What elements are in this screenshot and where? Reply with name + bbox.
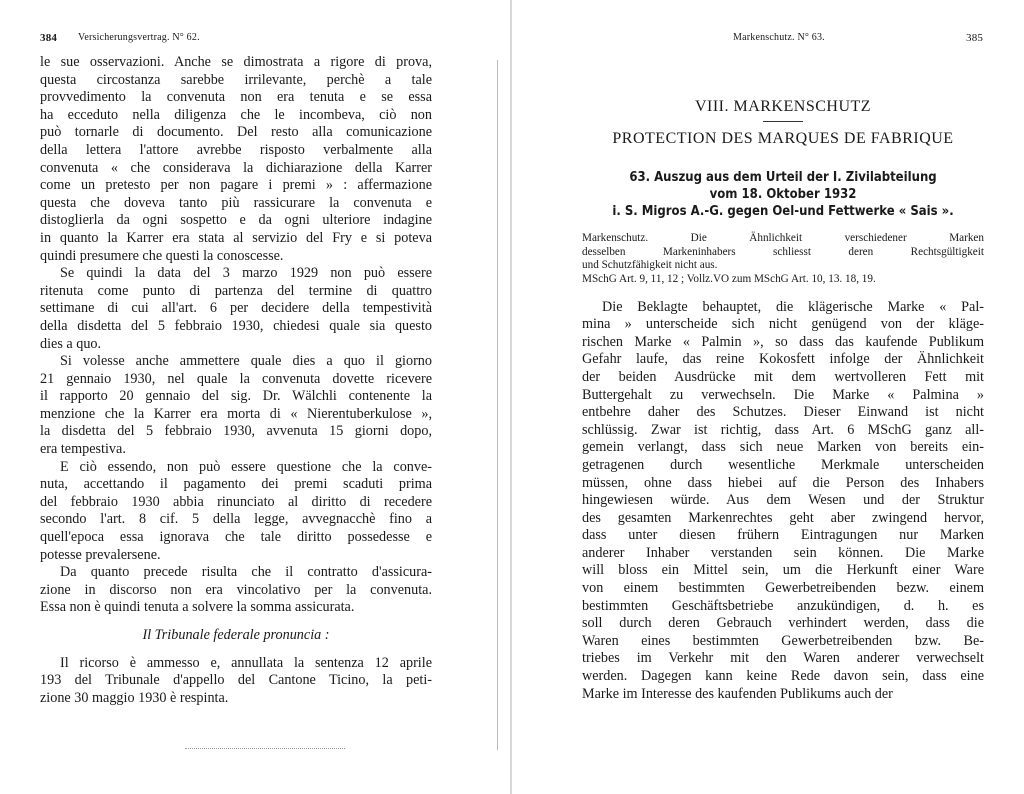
text-line: triebes im Verkehr mit den Waren anderer verwechselt	[582, 650, 984, 667]
text-line: müssen, ohne dass hiebei auf die Person des Inhabers	[582, 474, 984, 491]
text-line: soll durch deren Gebrauch verhindert werden, dass die	[582, 615, 984, 632]
paragraph-4	[40, 459, 432, 565]
text-line: potesse prevalersene.	[40, 546, 161, 563]
text-line: ritenuta come punto di partenza del termine di quattro	[40, 282, 432, 299]
text-line: zione in discorso non era vincolativo per la convenuta.	[40, 581, 432, 598]
text-line: 193 del Tribunale d'appello del Cantone Ticino, la peti-	[40, 672, 432, 689]
text-line: nuta, accettando il pagamento dei premi scaduti prima	[40, 476, 432, 493]
text-line: entbehre daher des Schutzes. Dieser Einwand ist nicht	[582, 404, 984, 421]
text-line: dies a quo.	[40, 335, 102, 352]
text-line: und Schutzfähigkeit nicht aus.	[582, 259, 718, 272]
text-line: Gefahr laufe, das reine Kokosfett infolge der Ähnlichkeit	[582, 351, 984, 368]
text-line: der beiden Ausdrücke mit dem wertvolleren Fett mit	[582, 368, 984, 385]
text-line: può tornarle di documento. Del resto alla comunicazione	[40, 124, 432, 141]
right-main-paragraph	[582, 299, 984, 704]
text-line: distoglierla da ogni sospetto e da ogni ulteriore indagine	[40, 212, 432, 229]
paragraph-6	[40, 655, 432, 708]
text-line: il rapporto 20 gennaio del sig. Dr. Wälchli contenente la	[40, 388, 432, 405]
paragraph-2	[40, 265, 432, 353]
case-heading-line1: 63. Auszug aus dem Urteil der I. Zivilabteilung	[629, 170, 937, 186]
text-line: come un pretesto per non pagare i premi » : affermazione	[40, 177, 432, 194]
title-divider	[763, 121, 803, 122]
text-line: werden. Dagegen kann keine Rede davon sein, dass eine	[582, 668, 984, 685]
text-line: quindi presumere che questi la conoscesse.	[40, 247, 284, 264]
text-line: secondo l'art. 8 cif. 5 della legge, avvegnacchè fino a	[40, 511, 432, 528]
text-line: era tempestiva.	[40, 441, 126, 458]
text-line: getragenen durch wesentliche Merkmale unterscheiden	[582, 456, 984, 473]
paragraph-3	[40, 353, 432, 459]
text-line: settimane di cui all'art. 6 per decidere della tempestività	[40, 300, 432, 317]
left-body	[40, 54, 432, 707]
text-line: la disdetta del 5 febbraio 1930, avvenuta 15 giorni dopo,	[40, 423, 432, 440]
text-line: Buttergehalt zu verwechseln. Die Marke « Palmina »	[582, 386, 984, 403]
text-line: ha ecceduto nella diligenza che le incombeva, ciò non	[40, 106, 432, 123]
paragraph-5	[40, 564, 432, 617]
paragraph-1	[40, 54, 432, 265]
text-line: le sue osservazioni. Anche se dimostrata a rigore di prova,	[40, 54, 432, 70]
text-line: zione 30 maggio 1930 è respinta.	[40, 689, 229, 706]
text-line: Marke im Interesse des kaufenden Publikums auch der	[582, 685, 893, 702]
text-line: Il ricorso è ammesso e, annullata la sentenza 12 aprile	[60, 654, 432, 671]
text-line: in quanto la Karrer era stata al servizio del Fry e si poteva	[40, 229, 432, 246]
text-line: von einem bestimmten Gewerbetreibenden bezw. einem	[582, 580, 984, 597]
text-line: quell'epoca essa ignorava che tale diritto possedesse e	[40, 529, 432, 546]
right-body	[582, 98, 984, 703]
text-line: mina » unterscheide sich nicht genügend von der kläge-	[582, 316, 984, 333]
right-page	[518, 0, 1024, 794]
text-line: schlüssig. Zwar ist richtig, dass Art. 6 MSchG ganz all-	[582, 421, 984, 438]
text-line: gemein verlangt, dass sich neue Marken von bereits ein-	[582, 439, 984, 456]
text-line: questa circostanza sarebbe irrilevante, perchè a tale	[40, 71, 432, 88]
text-line: menzione che la Karrer era morta di « Nierentuberkulose »,	[40, 405, 432, 422]
case-heading-line2: vom 18. Oktober 1932	[709, 187, 857, 203]
text-line: will bloss ein Mittel sein, um die Herkunft einer Ware	[582, 562, 984, 579]
text-line: rischen Marke « Palmin », so dass das kaufende Publikum	[582, 333, 984, 350]
text-line: Die Beklagte behauptet, die klägerische Marke « Pal-	[602, 298, 984, 315]
text-line: Essa non è quindi tenuta a solvere la somma assicurata.	[40, 599, 355, 616]
page-gutter	[510, 0, 512, 794]
text-line: bestimmten Geschäftsbetriebe anzukündigen, d. h. es	[582, 597, 984, 614]
case-heading-line3: i. S. Migros A.-G. gegen Oel-und Fettwerke « Sais ».	[612, 204, 954, 220]
text-line: desselben Markeninhabers schliesst deren Rechtsgültigkeit	[582, 245, 984, 258]
text-line: des gesamten Markenrechtes geht aber zwingend hervor,	[582, 509, 984, 526]
section-subtitle: PROTECTION DES MARQUES DE FABRIQUE	[612, 129, 954, 147]
text-line: Si volesse anche ammettere quale dies a quo il giorno	[60, 353, 432, 370]
text-line: questa che doveva tanto più rassicurare la convenuta e	[40, 194, 432, 211]
left-page-number: 384	[40, 32, 58, 44]
text-line: dass unter diesen frühern Eintragungen nur Marken	[582, 527, 984, 544]
case-summary	[582, 232, 984, 273]
text-line: della disdetta del 5 febbraio 1930, chiedesi quale sia questo	[40, 317, 432, 334]
text-line: anderer Inhaber verstanden sein können. Die Marke	[582, 544, 984, 561]
text-line: convenuta « che considerava la dichiarazione della Karrer	[40, 159, 432, 176]
tribunal-heading: Il Tribunale federale pronuncia :	[142, 627, 330, 643]
right-running-head: Markenschutz. N° 63.	[733, 32, 825, 43]
left-running-head: Versicherungsvertrag. N° 62.	[78, 32, 200, 43]
section-title: VIII. MARKENSCHUTZ	[694, 98, 872, 115]
text-line: Se quindi la data del 3 marzo 1929 non può essere	[60, 265, 432, 282]
end-rule	[185, 748, 345, 750]
text-line: provvedimento la convenuta non era tenuta e se essa	[40, 89, 432, 106]
text-line: E ciò essendo, non può essere questione che la conve-	[60, 458, 432, 475]
text-line: hingewiesen würde. Aus dem Wesen und der Struktur	[582, 492, 984, 509]
text-line: Markenschutz. Die Ähnlichkeit verschiedener Marken	[582, 232, 984, 245]
left-page	[0, 0, 506, 794]
text-line: 21 gennaio 1930, nel quale la convenuta dovette ricevere	[40, 370, 432, 387]
text-line: della lettera l'attore avrebbe risposto verbalmente alla	[40, 141, 432, 158]
right-page-number: 385	[966, 32, 984, 44]
statutes-reference: MSchG Art. 9, 11, 12 ; Vollz.VO zum MSchG Art. 10, 13. 18, 19.	[582, 272, 876, 285]
text-line: Da quanto precede risulta che il contratto d'assicura-	[60, 564, 432, 581]
text-line: del febbraio 1930 abbia rinunciato al diritto di recedere	[40, 493, 432, 510]
text-line: Waren eines bestimmten Gewerbetreibenden bzw. Be-	[582, 632, 984, 649]
